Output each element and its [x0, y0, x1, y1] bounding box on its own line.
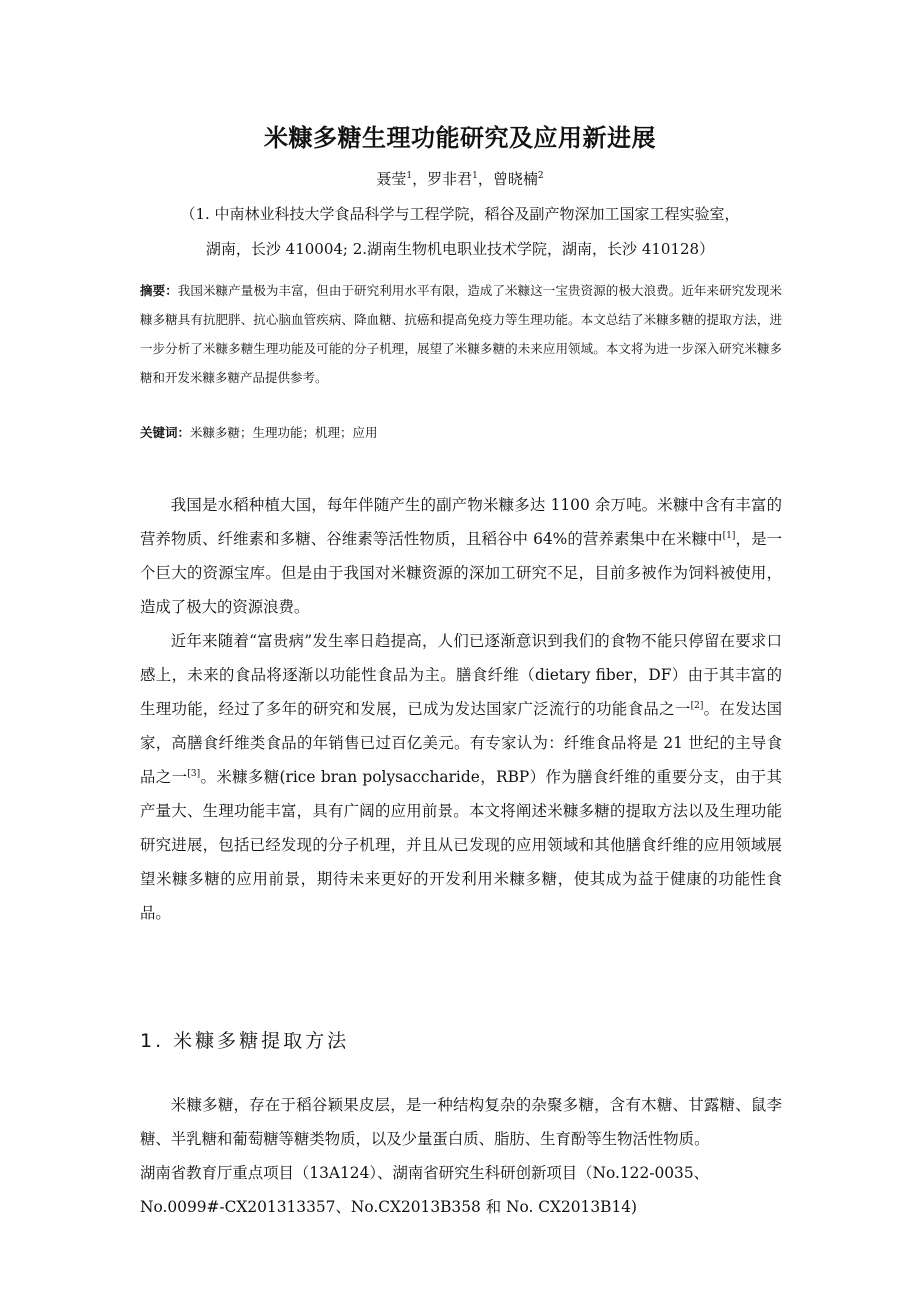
author-separator: ，	[412, 170, 428, 188]
funding-note-line-2: No.0099#-CX201313357、No.CX2013B358 和 No. CX2013B14)	[140, 1198, 638, 1216]
author-affil-mark: 2	[537, 171, 544, 181]
introduction	[140, 488, 782, 930]
abstract-text: 我国米糠产量极为丰富，但由于研究利用水平有限，造成了米糠这一宝贵资源的极大浪费。近年来研究发现米糠多糖具有抗肥胖、抗心脑血管疾病、降血糖、抗癌和提高免疫力等生理功能。本文总结了米糠多糖的提取方法，进一步分析了米糠多糖生理功能及可能的分子机理，展望了米糠多糖的未来应用领域。本文将为进一步深入研究米糠多糖和开发米糠多糖产品提供参考。	[140, 283, 782, 385]
paragraph-text: 近年来随着“富贵病”发生率日趋提高，人们已逐渐意识到我们的食物不能只停留在要求口感上，未来的食品将逐渐以功能性食品为主。膳食纤维（dietary fiber，DF）由于其丰富的生理功能，经过了多年的研究和发展，已成为发达国家广泛流行的功能食品之一	[140, 632, 782, 718]
intro-paragraph-2	[140, 624, 782, 930]
keywords-colon: ：	[177, 425, 191, 440]
paper-title: 米糠多糖生理功能研究及应用新进展	[264, 124, 656, 152]
keywords-label: 关键词	[140, 425, 178, 440]
section-1-body	[140, 1088, 782, 1224]
author-line	[0, 168, 920, 189]
author-affil-mark: 1	[406, 171, 413, 181]
author-name: 曾晓楠	[492, 170, 538, 188]
paragraph-text: 我国是水稻种植大国，每年伴随产生的副产物米糠多达 1100 余万吨。米糠中含有丰富的营养物质、纤维素和多糖、谷维素等活性物质，且稻谷中 64%的营养素集中在米糠中	[140, 496, 782, 548]
author-affil-mark: 1	[472, 171, 478, 181]
section-heading: 1. 米糠多糖提取方法	[140, 1030, 350, 1052]
keywords	[140, 423, 782, 443]
citation-ref: [2]	[690, 700, 704, 711]
paragraph-text: ，是一个巨大的资源宝库。但是由于我国对米糠资源的深加工研究不足，目前多被作为饲料被使用，造成了极大的资源浪费。	[140, 530, 782, 616]
author-name: 罗非君	[427, 170, 473, 188]
keywords-text: 米糠多糖；生理功能；机理；应用	[190, 425, 378, 440]
paragraph-text: 。米糠多糖(rice bran polysaccharide，RBP）作为膳食纤维的重要分支，由于其产量大、生理功能丰富，具有广阔的应用前景。本文将阐述米糠多糖的提取方法以及生理功能研究进展，包括已经发现的分子机理，并且从已发现的应用领域和其他膳食纤维的应用领域展望米糠多糖的应用前景，期待未来更好的开发利用米糠多糖，使其成为益于健康的功能性食品。	[140, 768, 782, 922]
affiliation-line-1: （1. 中南林业科技大学食品科学与工程学院，稻谷及副产物深加工国家工程实验室，	[180, 205, 740, 223]
abstract	[140, 276, 782, 392]
funding-note-line-1: 湖南省教育厅重点项目（13A124）、湖南省研究生科研创新项目（No.122-0035、	[140, 1164, 710, 1182]
affiliation-line-2: 湖南，长沙 410004; 2.湖南生物机电职业技术学院，湖南，长沙 410128）	[205, 240, 715, 258]
author-name: 聂莹	[376, 170, 407, 188]
citation-ref: [3]	[187, 768, 201, 779]
intro-paragraph-1	[140, 488, 782, 624]
abstract-label: 摘要	[140, 283, 166, 298]
paragraph-text: 。在发达国家，高膳食纤维类食品的年销售已过百亿美元。有专家认为：纤维食品将是 21 世纪的主导食品之一	[140, 700, 782, 786]
section-1-paragraph: 米糠多糖，存在于稻谷颖果皮层，是一种结构复杂的杂聚多糖，含有木糖、甘露糖、鼠李糖、半乳糖和葡萄糖等糖类物质，以及少量蛋白质、脂肪、生育酚等生物活性物质。	[140, 1096, 782, 1148]
author-separator: ，	[477, 170, 493, 188]
abstract-colon: ：	[165, 283, 178, 298]
citation-ref: [1]	[722, 530, 736, 541]
